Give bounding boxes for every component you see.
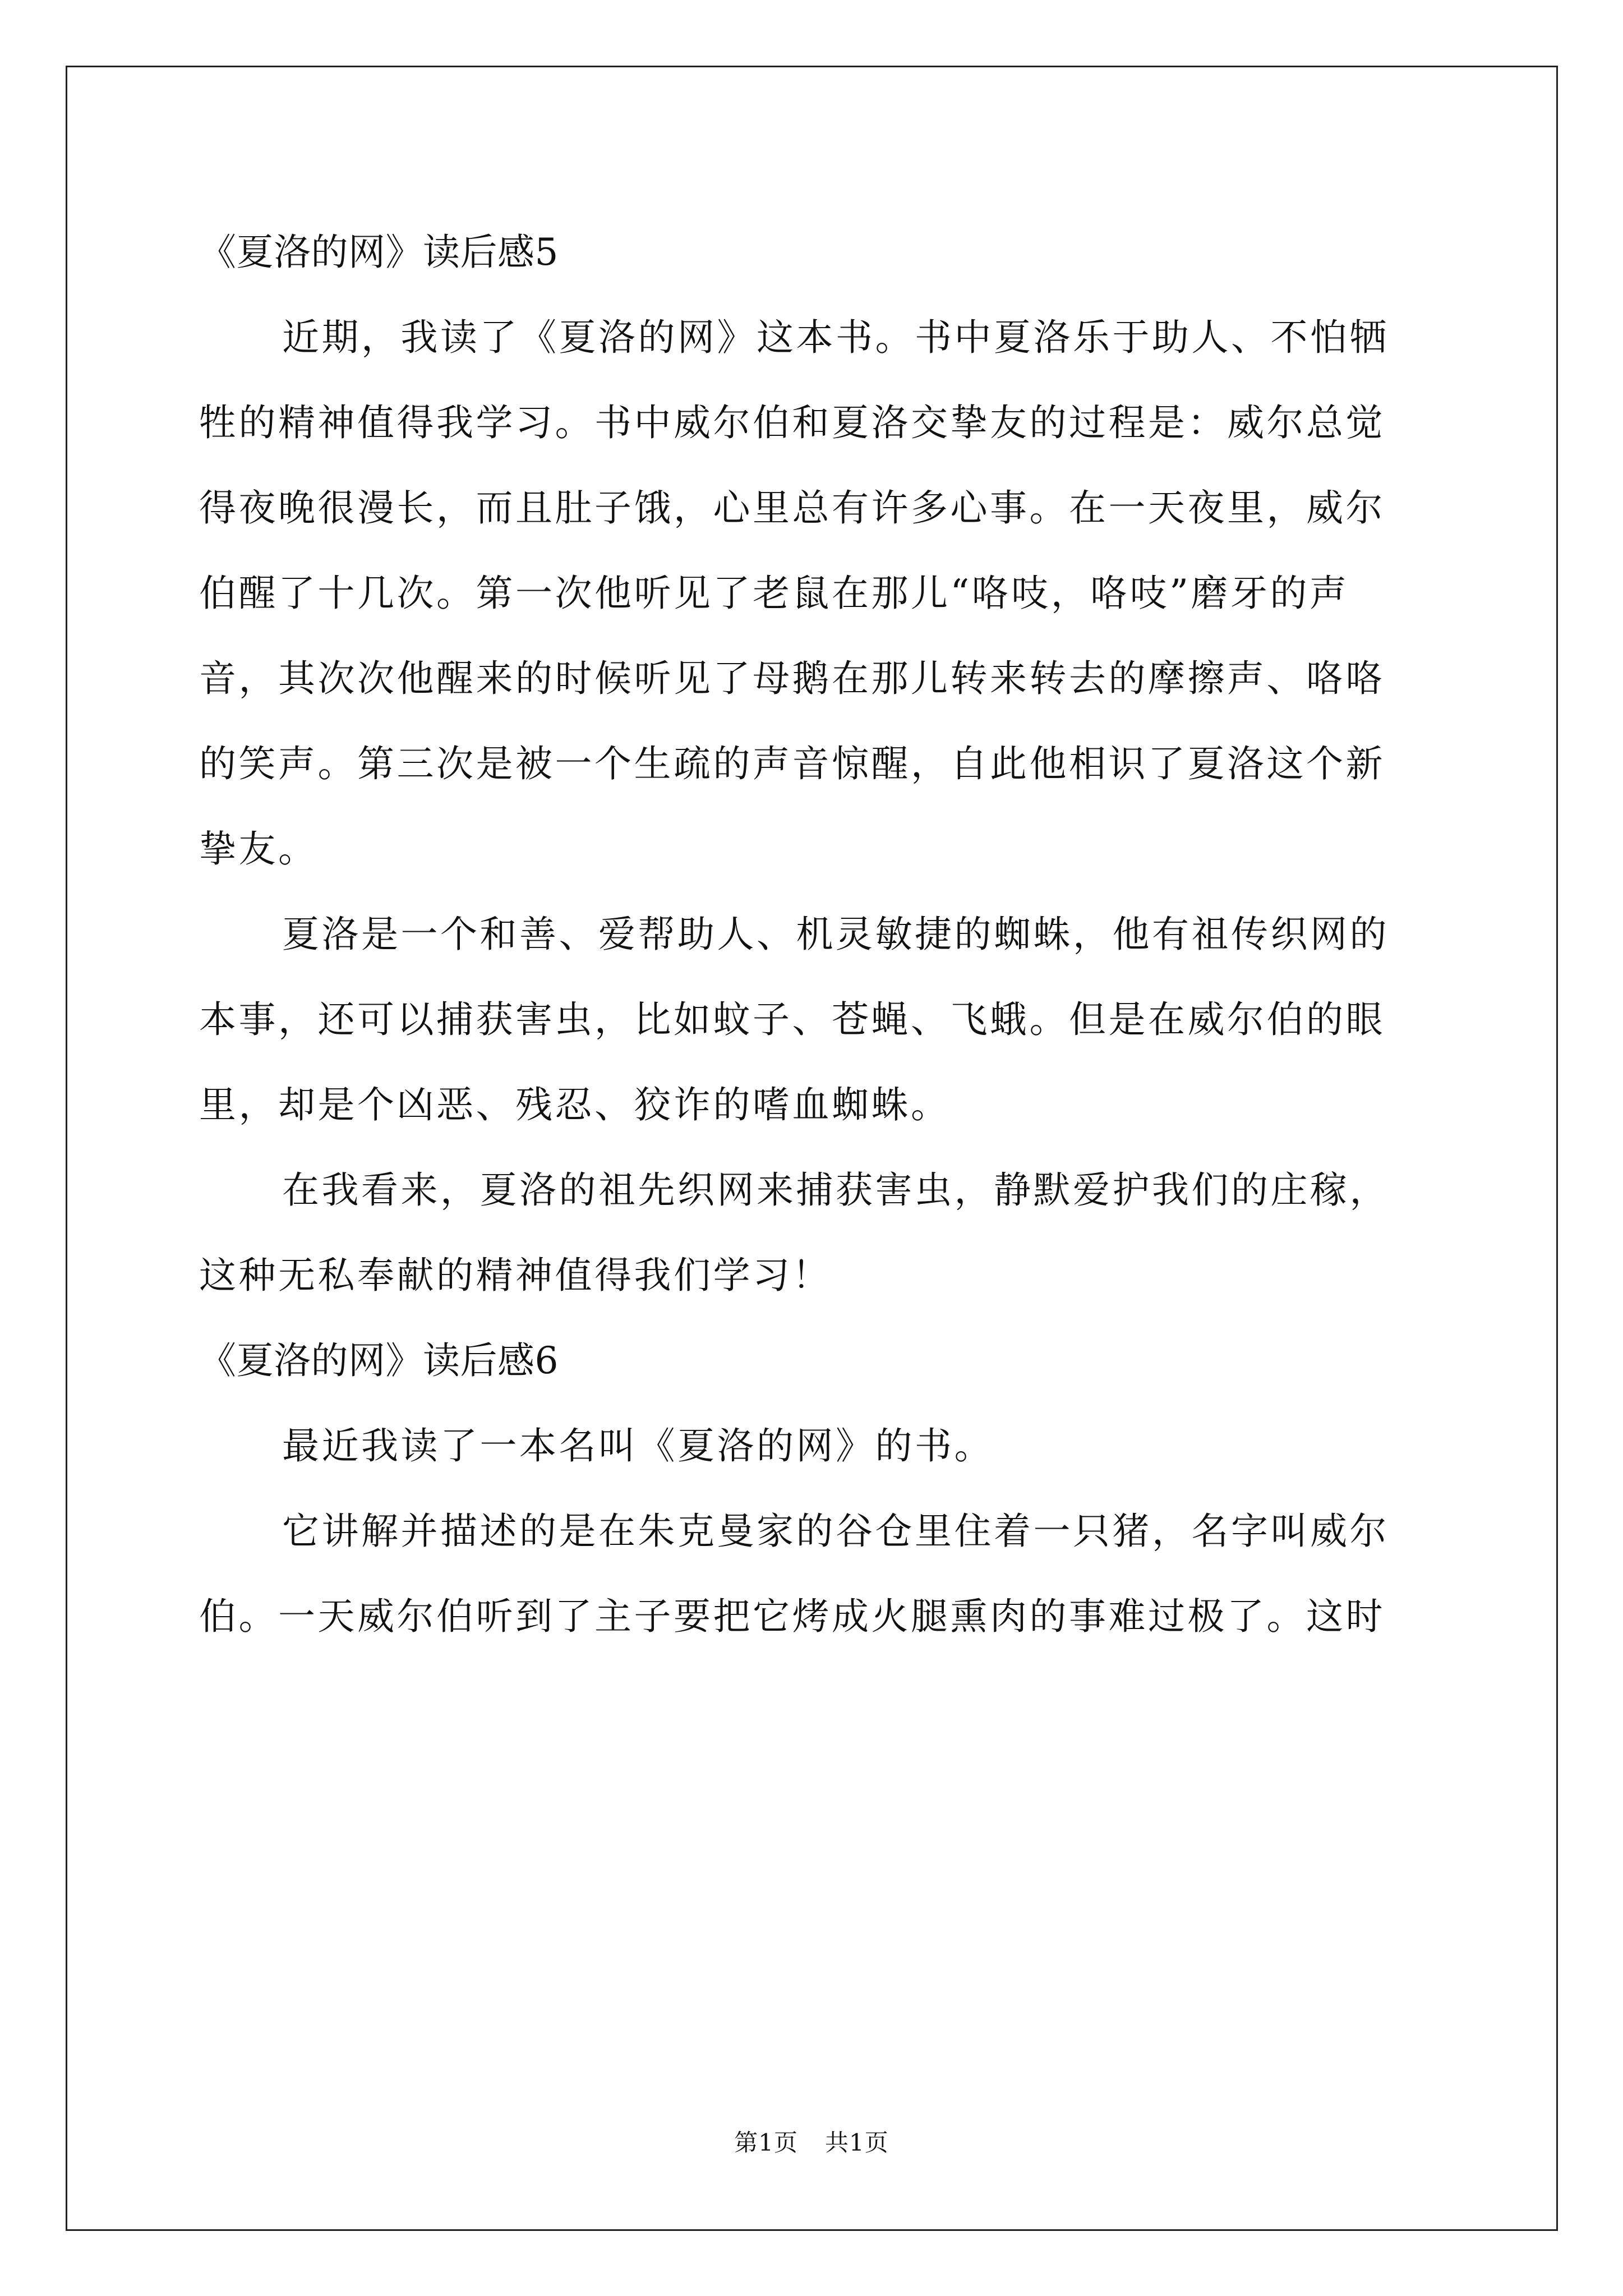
paragraph-line: 它讲解并描述的是在朱克曼家的谷仓里住着一只猪，名字叫威尔: [282, 1510, 1389, 1553]
paragraph-line: 在我看来，夏洛的祖先织网来捕获害虫，静默爱护我们的庄稼，: [282, 1168, 1389, 1212]
page-footer: [0, 2129, 1623, 2157]
page-number-current: 第1页: [734, 2129, 798, 2156]
paragraph-line: 最近我读了一本名叫《夏洛的网》的书。: [282, 1424, 994, 1467]
paragraph-line: 里，却是个凶恶、残忍、狡诈的嗜血蜘蛛。: [199, 1083, 951, 1126]
paragraph-line: 得夜晚很漫长，而且肚子饿，心里总有许多心事。在一天夜里，威尔: [199, 486, 1385, 530]
paragraph-line: 挚友。: [199, 827, 318, 871]
heading-essay-6: 《夏洛的网》读后感6: [199, 1339, 559, 1382]
paragraph-line: 近期，我读了《夏洛的网》这本书。书中夏洛乐于助人、不怕牺: [282, 316, 1389, 359]
paragraph-line: 牲的精神值得我学习。书中威尔伯和夏洛交挚友的过程是：威尔总觉: [199, 401, 1385, 444]
paragraph-line: 夏洛是一个和善、爱帮助人、机灵敏捷的蜘蛛，他有祖传织网的: [282, 913, 1389, 956]
paragraph-line: 伯。一天威尔伯听到了主子要把它烤成火腿熏肉的事难过极了。这时: [199, 1595, 1385, 1638]
paragraph-line: 这种无私奉献的精神值得我们学习！: [199, 1254, 832, 1297]
heading-essay-5: 《夏洛的网》读后感5: [199, 231, 559, 274]
paragraph-line: 音，其次次他醒来的时候听见了母鹅在那儿转来转去的摩擦声、咯咯: [199, 657, 1385, 700]
paragraph-line: 伯醒了十几次。第一次他听见了老鼠在那儿“咯吱，咯吱”磨牙的声: [199, 572, 1349, 615]
page-border: [66, 66, 1558, 2231]
page-number-total: 共1页: [825, 2129, 889, 2156]
paragraph-line: 本事，还可以捕获害虫，比如蚊子、苍蝇、飞蛾。但是在威尔伯的眼: [199, 998, 1385, 1041]
paragraph-line: 的笑声。第三次是被一个生疏的声音惊醒，自此他相识了夏洛这个新: [199, 742, 1385, 785]
